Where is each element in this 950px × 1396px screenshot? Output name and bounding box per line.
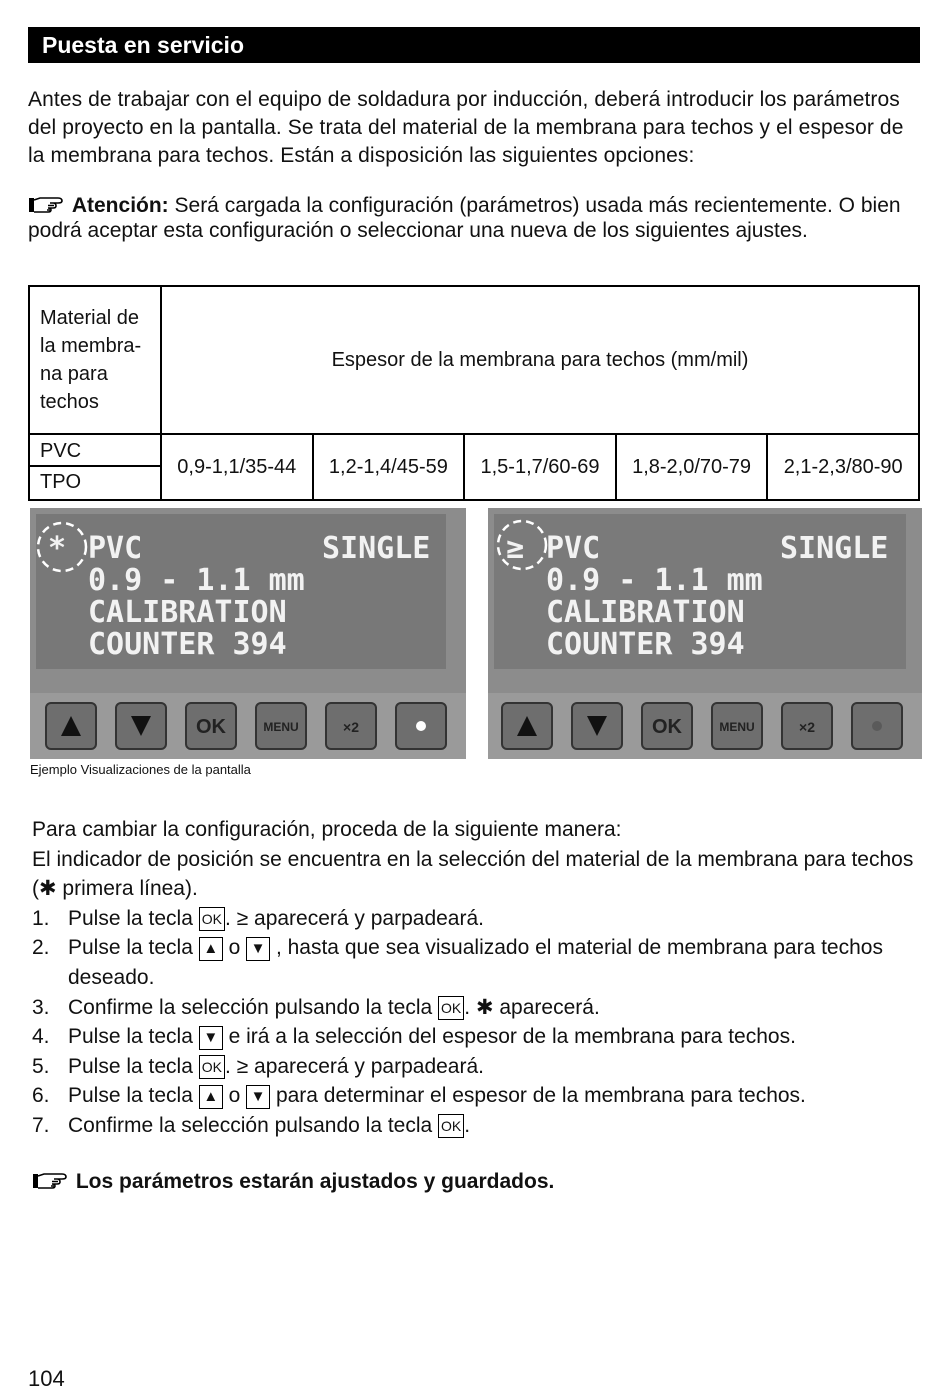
display-line: PVC [546,531,601,566]
display-line: SINGLE [780,531,889,566]
step-text: . ≥ aparecerá y parpadeará. [224,906,484,930]
step-number: 1. [32,906,50,930]
display-line: 0.9 - 1.1 mm [88,563,305,598]
display-line: CALIBRATION [88,595,287,630]
step-item [32,1052,927,1082]
down-key-icon: ▼ [199,1026,223,1050]
display-line: COUNTER 394 [88,627,287,662]
thickness-header: Espesor de la membrana para techos (mm/mil) [161,286,919,434]
display-marker: ≥ [506,531,525,566]
step-number: 7. [32,1113,50,1137]
led-icon [416,721,426,731]
step-text: e irá a la selección del espesor de la membrana para techos. [222,1025,796,1049]
menu-key-label: MENU [263,720,299,734]
down-key-icon: ▼ [246,937,270,961]
step-number: 4. [32,1025,50,1049]
step-number: 6. [32,1084,50,1108]
step-text: Pulse la tecla [68,906,199,930]
step-item [32,904,927,934]
up-key-icon: ▲ [199,937,223,961]
down-key-icon: ▼ [246,1085,270,1109]
step-item [32,1022,927,1052]
ok-key-label: OK [196,716,226,738]
up-key-icon: ▲ [199,1085,223,1109]
step-text: Confirme la selección pulsando la tecla [68,1113,439,1137]
instructions [32,815,927,1141]
attention-label: Atención: [71,194,169,217]
step-text: Confirme la selección pulsando la tecla [68,995,439,1019]
material-pvc: PVC [30,436,160,467]
step-item [32,1111,927,1141]
intro-paragraph: Antes de trabajar con el equipo de soldadura por inducción, deberá introducir los parámetros del proyecto en la pantalla. Se trata del material de la membrana para techos y el espesor de la membrana para techos. Están a disposición las siguientes opciones: [28,88,904,167]
steps-list [32,904,927,1141]
step-number: 5. [32,1054,50,1078]
figure-caption: Ejemplo Visualizaciones de la pantalla [30,762,251,777]
step-item [32,993,927,1023]
display-line: CALIBRATION [546,595,745,630]
step-text: . ✱ aparecerá. [464,995,600,1019]
display-example-1 [30,508,466,759]
display-example-2 [488,508,922,759]
thickness-value: 1,5-1,7/60-69 [464,434,616,500]
x2-key-label: ×2 [343,719,359,735]
settings-table [28,285,920,501]
thickness-value: 2,1-2,3/80-90 [767,434,919,500]
display-line: 0.9 - 1.1 mm [546,563,763,598]
thickness-value: 1,8-2,0/70-79 [616,434,768,500]
step-number: 2. [32,936,50,960]
display-line: PVC [88,531,143,566]
ok-key-icon: OK [438,1114,464,1138]
step-text: , hasta que sea visualizado el material de membrana para techos deseado. [68,936,883,989]
step-text: Pulse la tecla [68,936,199,960]
ok-key-icon: OK [199,1055,225,1079]
menu-key-label: MENU [719,720,755,734]
instructions-intro: Para cambiar la configuración, proceda de la siguiente manera: [32,818,622,841]
section-title: Puesta en servicio [28,27,920,63]
step-text: Pulse la tecla [68,1084,199,1108]
instructions-position: El indicador de posición se encuentra en la selección del material de la membrana para techos (✱ primera línea). [32,847,914,901]
step-text: Pulse la tecla [68,1054,199,1078]
display-line: COUNTER 394 [546,627,745,662]
material-header: Material de la membra-na para techos [29,286,161,434]
pointing-hand-icon [32,1170,70,1190]
final-note-text: Los parámetros estarán ajustados y guardados. [75,1170,555,1193]
step-item [32,933,927,992]
step-text: o [222,1084,247,1108]
attention-note [28,193,920,243]
step-text: o [222,936,247,960]
material-tpo: TPO [40,471,82,493]
pointing-hand-icon [28,194,66,214]
attention-text: Será cargada la configuración (parámetros) usada más recientemente. O bien podrá aceptar esta configuración o seleccionar una nueva de los siguientes ajustes. [28,194,901,242]
ok-key-icon: OK [438,996,464,1020]
step-item [32,1081,927,1111]
ok-key-icon: OK [199,907,225,931]
x2-key-label: ×2 [799,719,815,735]
step-text: . ≥ aparecerá y parpadeará. [224,1054,484,1078]
thickness-value: 1,2-1,4/45-59 [313,434,465,500]
thickness-value: 0,9-1,1/35-44 [161,434,313,500]
final-note [32,1170,554,1194]
page-number: 104 [28,1366,65,1391]
display-marker: * [48,531,67,566]
step-number: 3. [32,995,50,1019]
step-text: para determinar el espesor de la membrana para techos. [270,1084,806,1108]
ok-key-label: OK [652,716,682,738]
step-text: . [464,1113,471,1137]
display-line: SINGLE [322,531,431,566]
step-text: Pulse la tecla [68,1025,199,1049]
led-icon [872,721,882,731]
material-cell [29,434,161,500]
